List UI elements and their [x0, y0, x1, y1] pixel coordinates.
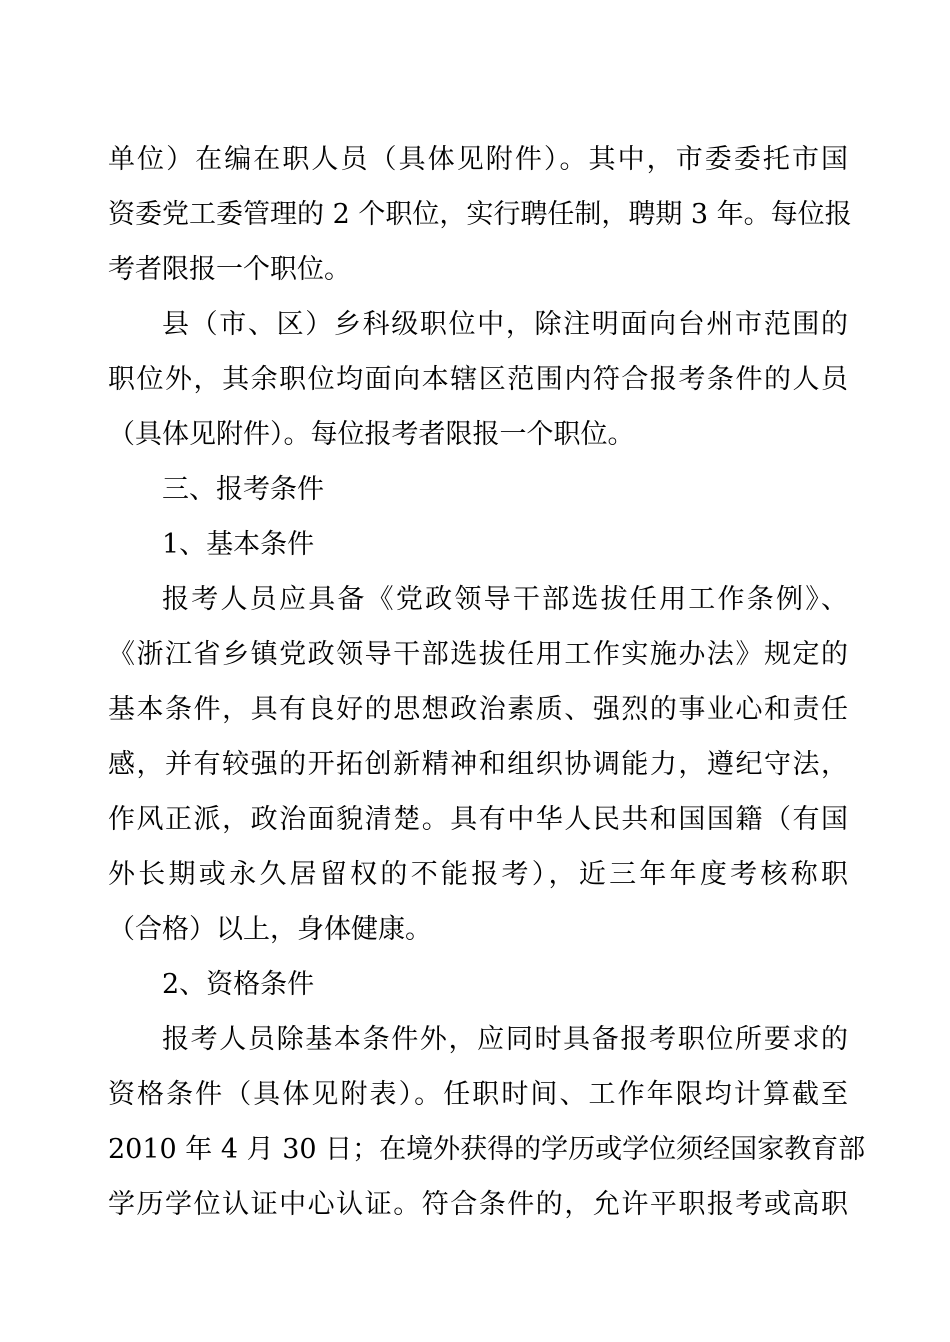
section-heading: 三、报考条件	[162, 474, 324, 505]
text-line: （具体见附件）。每位报考者限报一个职位。	[108, 419, 635, 450]
text-line: 职位外，其余职位均面向本辖区范围内符合报考条件的人员	[108, 364, 848, 395]
text-line: （合格）以上，身体健康。	[108, 914, 432, 945]
text-line: 考者限报一个职位。	[108, 254, 351, 285]
text-line: 作风正派，政治面貌清楚。具有中华人民共和国国籍（有国	[108, 804, 848, 835]
paragraph-first-line: 报考人员除基本条件外，应同时具备报考职位所要求的	[162, 1024, 848, 1055]
text-line: 单位）在编在职人员（具体见附件）。其中，市委委托市国	[108, 144, 848, 175]
text-line: 资委党工委管理的 2 个职位，实行聘任制，聘期 3 年。每位报	[108, 199, 852, 230]
text-line: 资格条件（具体见附表）。任职时间、工作年限均计算截至	[108, 1079, 848, 1110]
text-line: 《浙江省乡镇党政领导干部选拔任用工作实施办法》规定的	[108, 639, 848, 670]
subsection-heading: 2、资格条件	[162, 969, 315, 1000]
text-line: 基本条件，具有良好的思想政治素质、强烈的事业心和责任	[108, 694, 848, 725]
text-line: 学历学位认证中心认证。符合条件的，允许平职报考或高职	[108, 1189, 848, 1220]
subsection-heading: 1、基本条件	[162, 529, 315, 560]
text-line: 外长期或永久居留权的不能报考），近三年年度考核称职	[108, 859, 848, 890]
text-line: 感，并有较强的开拓创新精神和组织协调能力，遵纪守法，	[108, 749, 848, 780]
text-line: 2010 年 4 月 30 日；在境外获得的学历或学位须经国家教育部	[108, 1134, 866, 1165]
paragraph-first-line: 县（市、区）乡科级职位中，除注明面向台州市范围的	[162, 309, 848, 340]
paragraph-first-line: 报考人员应具备《党政领导干部选拔任用工作条例》、	[162, 584, 848, 615]
